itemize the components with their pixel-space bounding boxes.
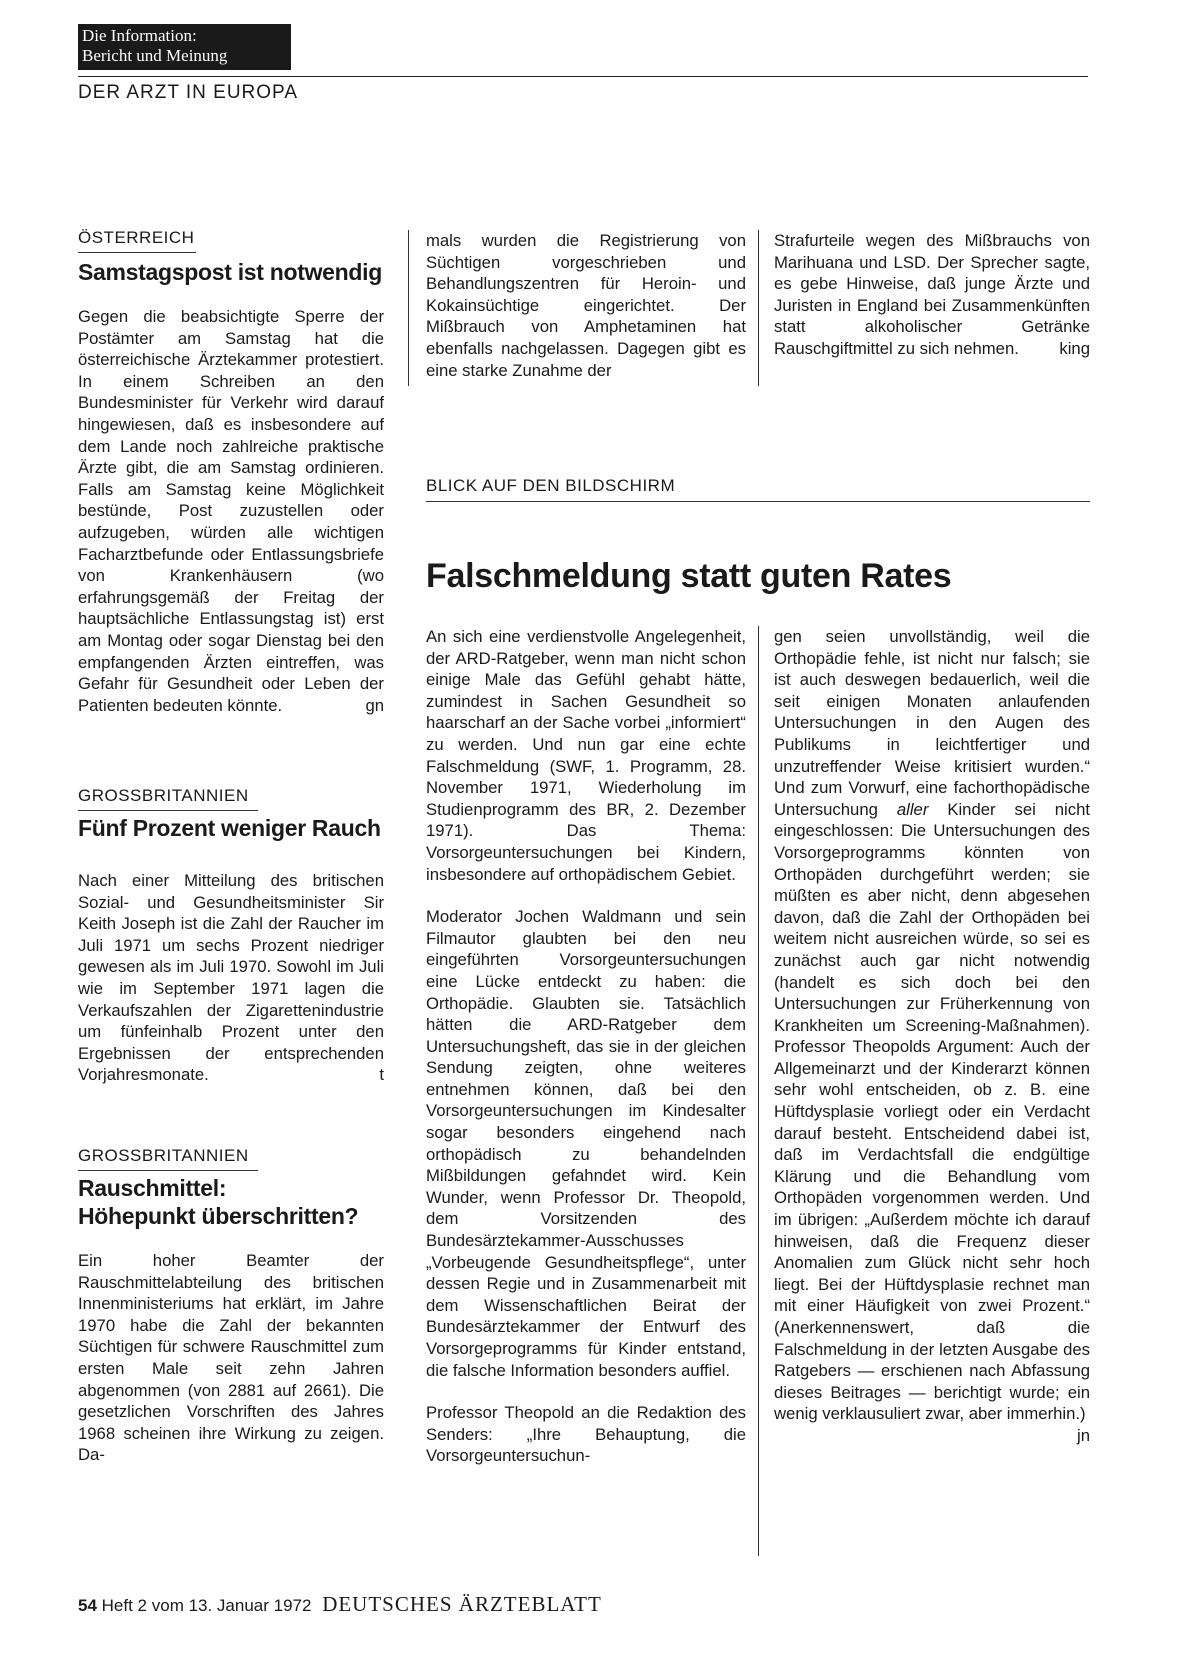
section-tag-line1: Die Information: [82, 26, 197, 45]
article-body-bildschirm-col1 [426, 626, 746, 1467]
column-rule [758, 230, 759, 386]
header-rule [78, 76, 1088, 77]
paragraph: Professor Theopold an die Redaktion des Senders: „Ihre Behauptung, die Vorsorgeuntersuchun- [426, 1403, 746, 1466]
article-body-rauschmittel-col2: mals wurden die Registrierung von Süchtigen vorgeschrieben und Behandlungszentren für Heroin- und Kokainsüchtige eingerichtet. Der Mißbrauch von Amphetaminen hat ebenfalls nachgelassen. Dagegen gibt es eine starke Zunahme der [426, 231, 746, 380]
paragraph: Moderator Jochen Waldmann und sein Filmautor glaubten bei den neu eingeführten Vorsorgeuntersuchungen eine Lücke entdeckt zu haben: die Orthopädie. Glaubten sie. Tatsächlich hätten die ARD-Ratgeber dem Untersuchungsheft, das sie in der gleichen Sendung zeigten, ohne weiteres entnehmen können, daß bei den Vorsorgeuntersuchungen im Kindesalter sogar besonders eingehend nach orthopädisch zu behandelnden Mißbildungen gefahndet wird. Kein Wunder, wenn Professor Dr. Theopold, dem Vorsitzenden des Bundesärztekammer-Ausschusses „Vorbeugende Gesundheitspflege“, unter dessen Regie und in Zusammenarbeit mit dem Wissenschaftlichen Beirat der Bundesärztekammer der Entwurf des Vorsorgeprogramms für Kinder entstand, die falsche Information besonders auffiel. [426, 907, 746, 1380]
section-tag-line2: Bericht und Meinung [82, 46, 228, 65]
kicker-grossbritannien: GROSSBRITANNIEN [78, 1146, 249, 1165]
issue-info: Heft 2 vom 13. Januar 1972 [101, 1596, 312, 1615]
article-body-rauschmittel-col1: Ein hoher Beamter der Rauschmittelabteilung des britischen Innenministeriums hat erklärt, im Jahre 1970 habe die Zahl der bekannten Süchtigen für schwere Rauschmittel zum ersten Male seit zehn Jahren abgenommen (von 2881 auf 2661). Die gesetzlichen Vorschriften des Jahres 1968 scheinen ihre Wirkung zu zeigen. Da- [78, 1251, 384, 1465]
article-body-oesterreich [78, 306, 384, 716]
kicker-underline [78, 810, 258, 811]
article-body-rauch [78, 870, 384, 1086]
magazine-name: DEUTSCHES ÄRZTEBLATT [322, 1592, 602, 1616]
headline-oesterreich: Samstagspost ist notwendig [78, 259, 383, 285]
section-tag-box [78, 24, 291, 70]
kicker-oesterreich: ÖSTERREICH [78, 228, 195, 247]
section-title: DER ARZT IN EUROPA [78, 82, 298, 103]
article-text: Nach einer Mitteilung des britischen Sozial- und Gesundheitsminister Sir Keith Joseph ist die Zahl der Raucher im Juli 1971 um sechs Prozent niedriger gewesen als im Juli 1970. Sowohl im Juli wie im September 1971 lagen die Verkaufszahlen der Zigarettenindustrie um fünfeinhalb Prozent unter den Ergebnissen der entsprechenden Vorjahresmonate. [78, 871, 384, 1085]
author-signature: jn [1077, 1425, 1090, 1445]
column-rule [758, 626, 759, 1556]
kicker-underline [78, 1170, 258, 1171]
headline-line: Rauschmittel: [78, 1175, 227, 1201]
article-text: gen seien unvollständig, weil die Orthopädie fehle, ist nicht nur falsch; sie ist auch deswegen bedauerlich, weil die seit einigen Monaten anlaufenden Untersuchungen in den Augen des Publikums in leichtfertiger und unzutreffender Weise kritisiert wurden.“ Und zum Vorwurf, eine fachorthopädische Untersuchung [774, 627, 1090, 819]
article-body-bildschirm-col2 [774, 626, 1090, 1447]
emphasis-text: aller [896, 799, 929, 819]
author-signature: gn [365, 695, 384, 715]
author-signature: king [1059, 338, 1090, 358]
page-number: 54 [78, 1596, 97, 1615]
paragraph: An sich eine verdienstvolle Angelegenheit, der ARD-Ratgeber, wenn man nicht schon einige Male das Gefühl gehabt hätte, zumindest in Sachen Gesundheit so haarscharf an der Sache vorbei „informiert“ zu werden. Und nun gar eine echte Falschmeldung (SWF, 1. Programm, 28. November 1971, Wiederholung im Studienprogramm des BR, 2. Dezember 1971). Das Thema: Vorsorgeuntersuchungen bei Kindern, insbesondere auf orthopädischem Gebiet. [426, 627, 746, 884]
author-signature: t [379, 1065, 384, 1085]
column-rule [408, 230, 409, 386]
page-footer [78, 1592, 602, 1617]
article-text: Gegen die beabsichtigte Sperre der Postämter am Samstag hat die österreichische Ärztekammer protestiert. In einem Schreiben an den Bundesminister für Verkehr wird darauf hingewiesen, daß es insbesondere auf dem Lande noch zahlreiche praktische Ärzte gibt, die am Samstag ordinieren. Falls am Samstag keine Möglichkeit bestünde, Post zuzustellen oder aufzugeben, würden alle wichtigen Facharztbefunde oder Entlassungsbriefe von Krankenhäusern (wo erfahrungsgemäß der Freitag der hauptsächliche Entlassungstag ist) erst am Montag oder sogar Dienstag bei den empfangenden Ärzten eintreffen, was Gefahr für Gesundheit oder Leben der Patienten bedeuten könnte. [78, 307, 384, 715]
kicker-grossbritannien: GROSSBRITANNIEN [78, 786, 249, 805]
kicker-bildschirm: BLICK AUF DEN BILDSCHIRM [426, 476, 676, 495]
kicker-underline [78, 252, 196, 253]
article-text: Kinder sei nicht eingeschlossen: Die Untersuchungen des Vorsorgeprogramms könnten von Orthopäden durchgeführt werden; sie müßten es aber nicht, denn abgesehen davon, daß die Zahl der Orthopäden bei weitem nicht ausreichen würde, so sei es zunächst auch gar nicht notwendig (handelt es sich doch bei den Untersuchungen zur Früherkennung von Krankheiten um Screening-Maßnahmen). Professor Theopolds Argument: Auch der Allgemeinarzt und der Kinderarzt können sehr wohl entscheiden, ob z. B. eine Hüftdysplasie vorliegt oder ein Verdacht darauf besteht. Entscheidend dabei ist, daß im Verdachtsfall die endgültige Klärung und die Behandlung vom Orthopäden vorgenommen werden. Und im übrigen: „Außerdem möchte ich darauf hinweisen, daß die Frequenz dieser Anomalien zum Glück nicht sehr hoch liegt. Bei der Hüftdysplasie rechnet man mit einer Häufigkeit von zwei Prozent.“ (Anerkennenswert, daß die Falschmeldung in der letzten Ausgabe des Ratgebers — erschienen nach Abfassung dieses Beitrages — berichtigt wurde; ein wenig verklausuliert zwar, aber immerhin.) [774, 799, 1091, 1424]
article-body-rauschmittel-col3 [774, 230, 1090, 360]
kicker-underline [426, 501, 1090, 502]
headline-rauch: Fünf Prozent weniger Rauch [78, 815, 381, 841]
headline-bildschirm: Falschmeldung statt guten Rates [426, 557, 952, 595]
article-text: Strafurteile wegen des Mißbrauchs von Marihuana und LSD. Der Sprecher sagte, es gebe Hinweise, daß junge Ärzte und Juristen in England bei Zusammenkünften statt alkoholischer Getränke Rauschgiftmittel zu sich nehmen. [774, 231, 1090, 358]
headline-line: Höhepunkt überschritten? [78, 1203, 359, 1229]
headline-rauschmittel [78, 1174, 388, 1230]
